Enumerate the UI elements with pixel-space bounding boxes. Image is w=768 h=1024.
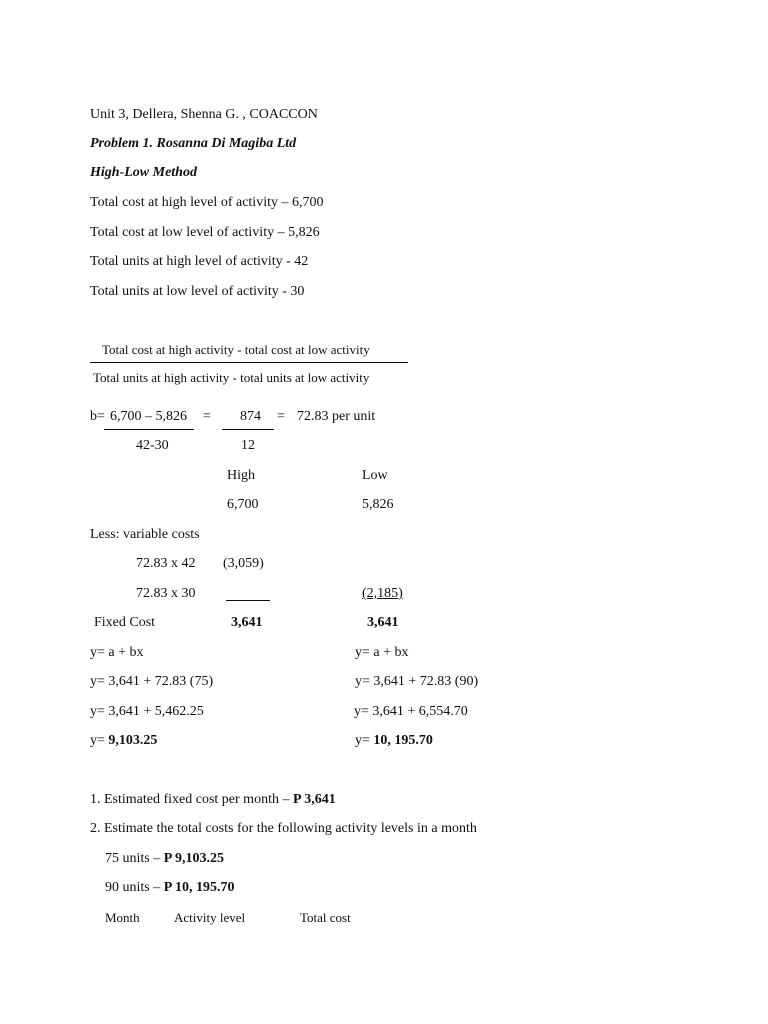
equation-right-result [355, 733, 433, 749]
formula-fraction-bar [90, 362, 408, 363]
formula-numerator: Total cost at high activity - total cost at low activity [102, 342, 370, 357]
b-fraction-bar [104, 429, 194, 430]
answer-75-text: 75 units – [105, 851, 164, 866]
given-line: Total units at low level of activity - 30 [90, 284, 305, 299]
col-low-header: Low [362, 468, 388, 483]
answer-90-value: P 10, 195.70 [163, 880, 235, 895]
answer-1-value: P 3,641 [292, 792, 336, 807]
given-line: Total cost at low level of activity – 5,826 [90, 225, 320, 240]
given-line: Total units at high level of activity - 42 [90, 254, 309, 269]
variable-cost-low-label: 72.83 x 30 [136, 586, 196, 601]
method-title: High-Low Method [90, 165, 197, 180]
equation-left: y= 3,641 + 72.83 (75) [90, 674, 214, 689]
answer-1-text: 1. Estimated fixed cost per month – [90, 792, 293, 807]
b-equals: = [203, 409, 211, 424]
given-line: Total cost at high level of activity – 6,700 [90, 195, 324, 210]
answer-75-value: P 9,103.25 [163, 851, 225, 866]
equation-left: y= 3,641 + 5,462.25 [90, 704, 204, 719]
b-equals: = [277, 409, 285, 424]
answer-90-text: 90 units – [105, 880, 164, 895]
estimated-cost-75: 9,103.25 [108, 733, 158, 748]
high-total: 6,700 [227, 497, 259, 512]
formula-denominator: Total units at high activity - total units at low activity [93, 370, 370, 385]
b-result: 72.83 per unit [297, 409, 376, 424]
fixed-cost-high: 3,641 [231, 615, 263, 630]
answer-90-units [105, 880, 235, 896]
b-result-numerator: 874 [240, 409, 261, 424]
subtotal-rule [226, 600, 270, 601]
b-prefix: b= [90, 409, 105, 424]
answer-1 [90, 792, 336, 808]
document-header: Unit 3, Dellera, Shenna G. , COACCON [90, 107, 318, 122]
b-result-fraction-bar [222, 429, 274, 430]
table-header-total-cost: Total cost [300, 910, 351, 925]
equation-prefix: y= [90, 733, 109, 748]
variable-cost-high-label: 72.83 x 42 [136, 556, 196, 571]
equation-left-result [90, 733, 157, 749]
variable-cost-high-value: (3,059) [223, 556, 264, 571]
equation-prefix: y= [355, 733, 374, 748]
b-numerator: 6,700 – 5,826 [110, 409, 187, 424]
question-2: 2. Estimate the total costs for the following activity levels in a month [90, 821, 477, 836]
b-result-denominator: 12 [241, 438, 255, 453]
fixed-cost-low: 3,641 [367, 615, 399, 630]
equation-right: y= 3,641 + 72.83 (90) [355, 674, 479, 689]
table-header-activity-level: Activity level [174, 910, 246, 925]
fixed-cost-label: Fixed Cost [94, 615, 156, 630]
problem-title: Problem 1. Rosanna Di Magiba Ltd [90, 136, 297, 151]
low-total: 5,826 [362, 497, 394, 512]
equation-right: y= a + bx [355, 645, 409, 660]
less-variable-costs-label: Less: variable costs [90, 527, 200, 542]
answer-75-units [105, 851, 224, 867]
table-header-month: Month [105, 910, 140, 925]
variable-cost-low-value: (2,185) [362, 586, 403, 601]
estimated-cost-90: 10, 195.70 [373, 733, 433, 748]
col-high-header: High [227, 468, 255, 483]
b-denominator: 42-30 [136, 438, 169, 453]
equation-right: y= 3,641 + 6,554.70 [354, 704, 468, 719]
equation-left: y= a + bx [90, 645, 144, 660]
